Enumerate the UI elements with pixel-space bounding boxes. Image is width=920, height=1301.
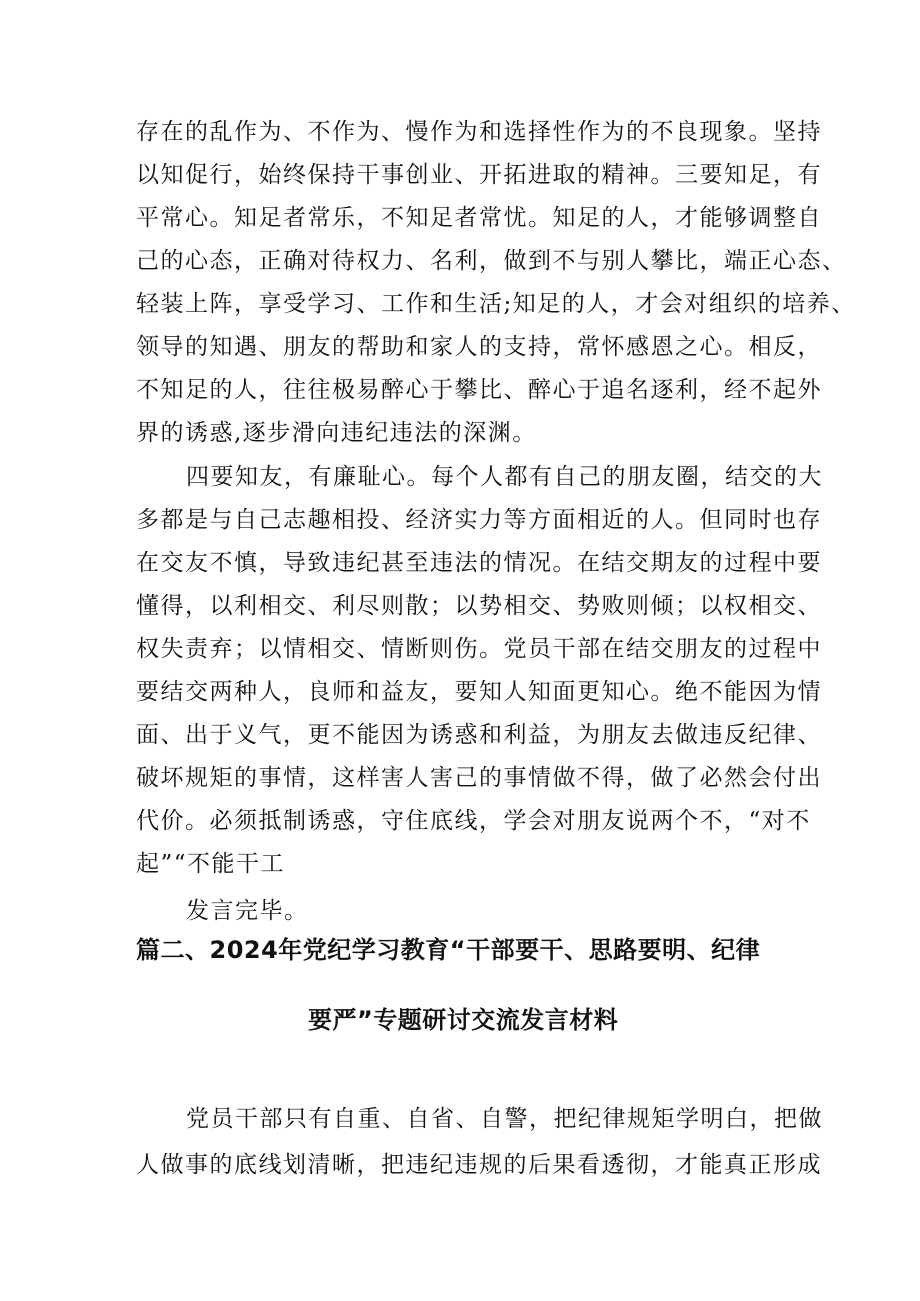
paragraph-1-line-3: 平常心。知足者常乐，不知足者常忧。知足的人，才能够调整自 [136,205,822,231]
paragraph-1-line-5: 轻装上阵，享受学习、工作和生活;知足的人，才会对组织的培养、 [136,291,856,317]
paragraph-1-line-2: 以知促行，始终保持干事创业、开拓进取的精神。三要知足，有 [136,162,822,188]
paragraph-2-line-2: 多都是与自己志趣相投、经济实力等方面相近的人。但同时也存 [136,507,822,533]
paragraph-1-line-4: 己的心态，正确对待权力、名利，做到不与别人攀比，端正心态、 [136,248,847,274]
paragraph-1-line-1: 存在的乱作为、不作为、慢作为和选择性作为的不良现象。坚持 [136,119,822,145]
section-title-line-1: 篇二、2024年党纪学习教育“干部要干、思路要明、纪律 [136,936,761,964]
paragraph-1-line-6: 领导的知遇、朋友的帮助和家人的支持，常怀感恩之心。相反， [136,334,822,360]
closing-remark: 发言完毕。 [186,898,309,924]
paragraph-2-line-1: 四要知友，有廉耻心。每个人都有自己的朋友圈，结交的大 [186,464,823,490]
paragraph-3-line-1: 党员干部只有自重、自省、自警，把纪律规矩学明白，把做 [186,1106,823,1132]
paragraph-2-line-10: 起”“不能干工 [136,851,286,877]
paragraph-1-line-8: 界的诱惑,逐步滑向违纪违法的深渊。 [136,420,537,446]
paragraph-2-line-7: 面、出于义气，更不能因为诱惑和利益，为朋友去做违反纪律、 [136,722,822,748]
paragraph-2-line-4: 懂得，以利相交、利尽则散；以势相交、势败则倾；以权相交、 [136,593,822,619]
paragraph-2-line-6: 要结交两种人，良师和益友，要知人知面更知心。绝不能因为情 [136,679,822,705]
paragraph-2-line-9: 代价。必须抵制诱惑，守住底线，学会对朋友说两个不，“对不 [136,808,811,834]
paragraph-2-line-5: 权失责弃；以情相交、情断则伤。党员干部在结交朋友的过程中 [136,636,822,662]
paragraph-1-line-7: 不知足的人，往往极易醉心于攀比、醉心于追名逐利，经不起外 [136,377,822,403]
paragraph-2-line-8: 破坏规矩的事情，这样害人害己的事情做不得，做了必然会付出 [136,765,822,791]
paragraph-3-line-2: 人做事的底线划清晰，把违纪违规的后果看透彻，才能真正形成 [136,1152,822,1178]
section-title-line-2: 要严”专题研讨交流发言材料 [308,1006,619,1034]
paragraph-2-line-3: 在交友不慎，导致违纪甚至违法的情况。在结交期友的过程中要 [136,550,822,576]
